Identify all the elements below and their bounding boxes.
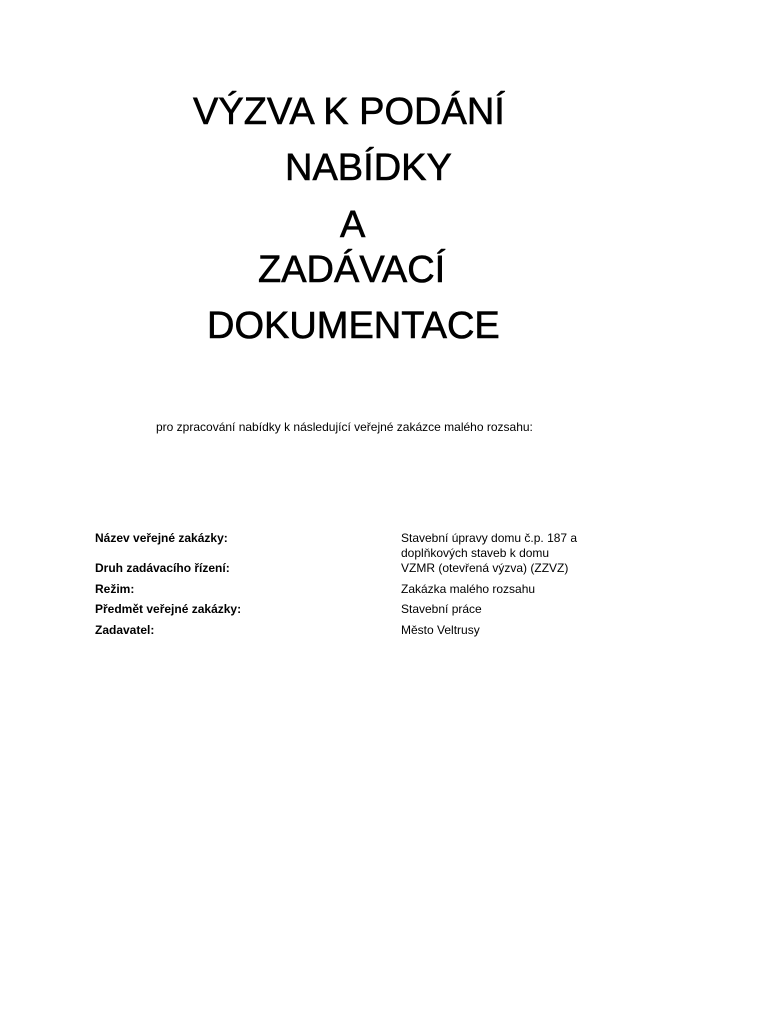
info-value: Stavební úpravy domu č.p. 187 a doplňkových staveb k domu: [401, 531, 578, 560]
title-line-1: VÝZVA K PODÁNÍ: [193, 91, 505, 133]
title-line-2: NABÍDKY: [285, 147, 452, 189]
info-row-subject: [95, 602, 615, 620]
title-line-3: A: [340, 204, 366, 246]
info-label: Režim:: [95, 582, 135, 596]
info-value: Zakázka malého rozsahu: [401, 582, 536, 596]
info-row-contracting-authority: [95, 623, 615, 641]
info-value: Město Veltrusy: [401, 623, 480, 637]
info-row-contract-name: [95, 531, 615, 560]
info-row-procedure-type: [95, 561, 615, 579]
title-line-4: ZADÁVACÍ: [258, 249, 446, 291]
info-label: Předmět veřejné zakázky:: [95, 602, 242, 616]
info-row-regime: [95, 582, 615, 600]
intro-text: pro zpracování nabídky k následující veřejné zakázce malého rozsahu:: [156, 420, 533, 434]
info-value: Stavební práce: [401, 602, 482, 616]
title-line-5: DOKUMENTACE: [207, 305, 500, 347]
info-value: VZMR (otevřená výzva) (ZZVZ): [401, 561, 569, 575]
info-label: Druh zadávacího řízení:: [95, 561, 230, 575]
info-label: Zadavatel:: [95, 623, 155, 637]
info-label: Název veřejné zakázky:: [95, 531, 228, 545]
